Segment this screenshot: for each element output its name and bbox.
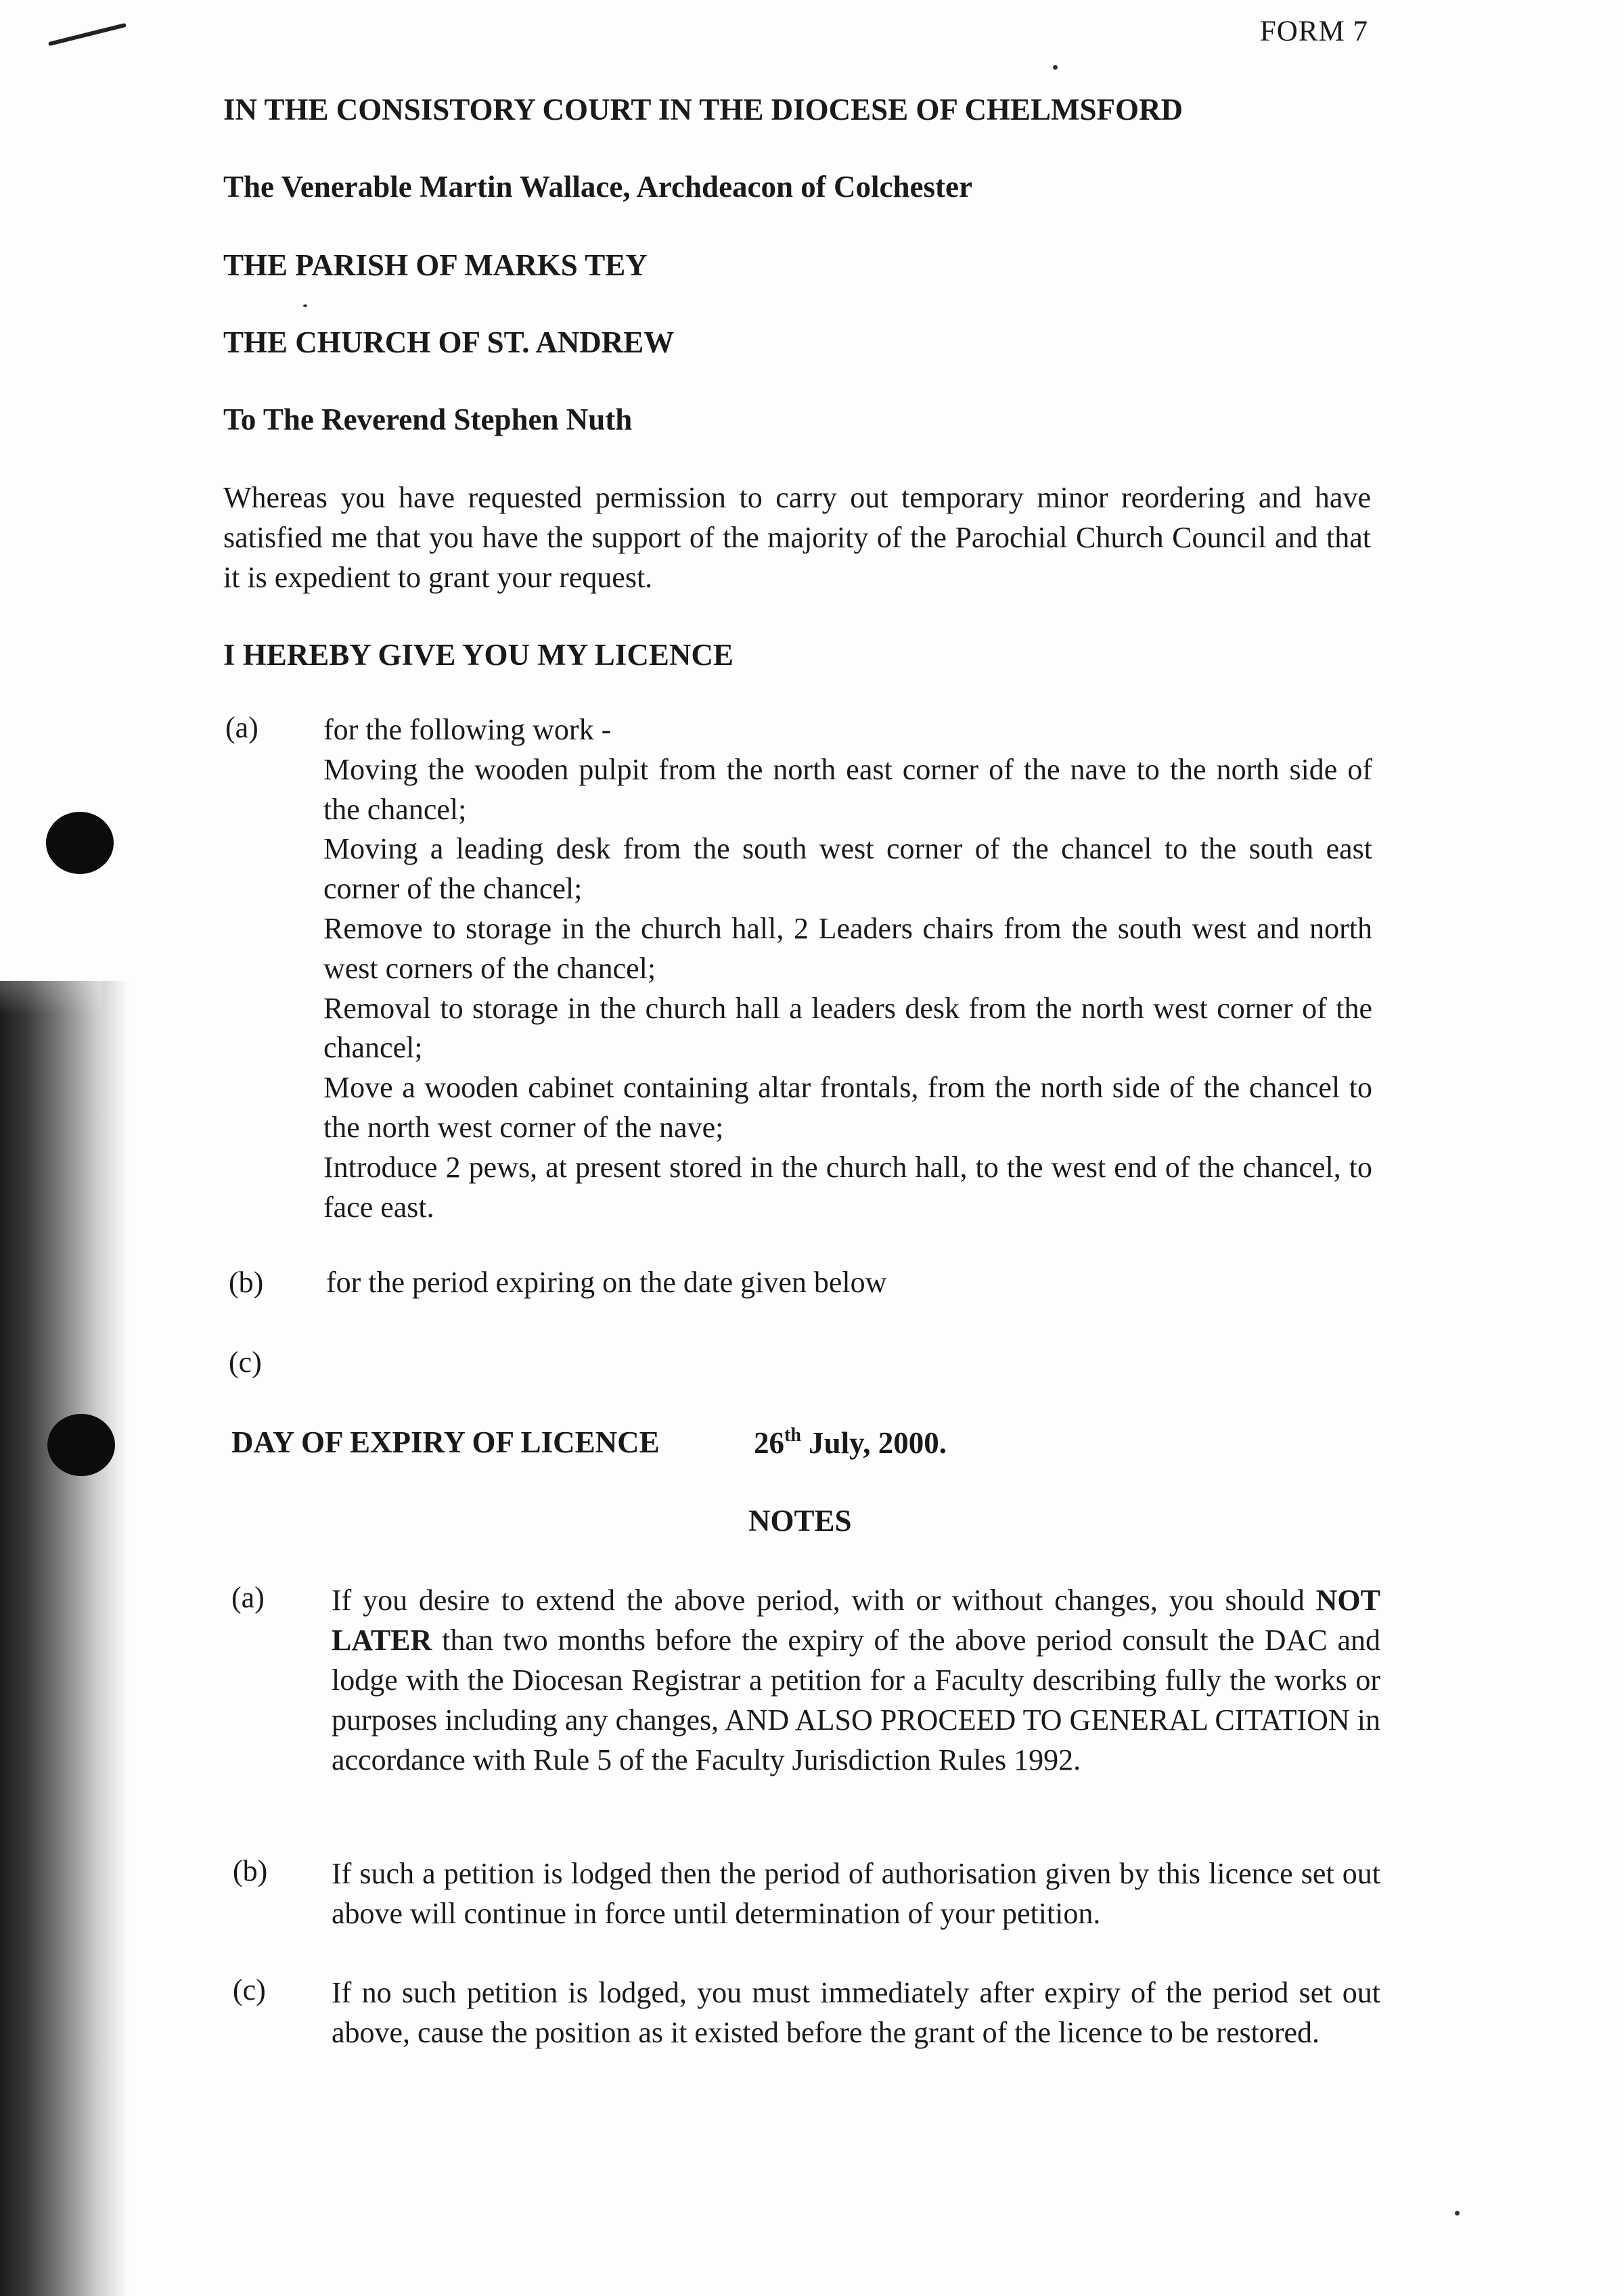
- addressee: To The Reverend Stephen Nuth: [223, 403, 633, 436]
- work-item: Moving the wooden pulpit from the north east corner of the nave to the north side of the chancel;: [323, 752, 1372, 826]
- note-a-emphasis: NOT LATER: [332, 1584, 1380, 1657]
- pen-mark: [48, 23, 127, 46]
- item-b-text: for the period expiring on the date given below: [326, 1266, 887, 1299]
- note-a-part: than two months before the expiry of the above period consult the DAC and lodge with the Diocesan Registrar a petition for a Faculty describing fully the works or purposes including any changes, AND ALSO PROCEED TO GENERAL CITATION in accordance with Rule 5 of the Faculty Jurisdiction Rules 1992.: [332, 1624, 1380, 1776]
- licence-heading: I HEREBY GIVE YOU MY LICENCE: [223, 638, 734, 672]
- note-b-text: If such a petition is lodged then the period of authorisation given by this licence set out above will continue in force until determination of your petition.: [332, 1857, 1380, 1930]
- scan-shadow-fade: [0, 879, 102, 1015]
- form-number: FORM 7: [1259, 16, 1368, 47]
- expiry-day: 26: [754, 1426, 784, 1460]
- work-item: Moving a leading desk from the south west corner of the chancel to the south east corner of the chancel;: [323, 832, 1372, 906]
- punch-hole: [47, 1414, 115, 1476]
- item-a-label: (a): [225, 711, 258, 744]
- speck: [1053, 65, 1058, 70]
- note-c-text: If no such petition is lodged, you must immediately after expiry of the period set out above, cause the position as it existed before the grant of the licence to be restored.: [332, 1976, 1380, 2049]
- speck: [303, 304, 307, 307]
- church-heading: THE CHURCH OF ST. ANDREW: [223, 325, 675, 359]
- expiry-suffix: th: [784, 1425, 801, 1446]
- note-c-label: (c): [233, 1973, 266, 2006]
- work-item: Move a wooden cabinet containing altar frontals, from the north side of the chancel to the north west corner of the nave;: [323, 1071, 1372, 1144]
- speck: [1455, 2211, 1460, 2215]
- work-list: [323, 710, 1372, 1227]
- note-a-label: (a): [231, 1581, 265, 1614]
- parish-heading: THE PARISH OF MARKS TEY: [223, 248, 648, 282]
- archdeacon-line: The Venerable Martin Wallace, Archdeacon of Colchester: [223, 170, 972, 204]
- work-intro: for the following work -: [323, 713, 612, 746]
- note-a-part: If you desire to extend the above period, with or without changes, you should: [332, 1584, 1316, 1617]
- scan-shadow: [0, 981, 129, 2296]
- work-item: Remove to storage in the church hall, 2 Leaders chairs from the south west and north west corners of the chancel;: [323, 911, 1372, 985]
- item-c-label: (c): [229, 1346, 262, 1379]
- note-a-text: [332, 1580, 1380, 1780]
- work-item: Introduce 2 pews, at present stored in the church hall, to the west end of the chancel, to face east.: [323, 1150, 1372, 1224]
- punch-hole: [46, 812, 114, 874]
- intro-paragraph: Whereas you have requested permission to carry out temporary minor reordering and have satisfied me that you have the support of the majority of the Parochial Church Council and that it is expedient to grant your request.: [223, 481, 1371, 594]
- expiry-rest: July, 2000.: [800, 1426, 947, 1460]
- expiry-label: DAY OF EXPIRY OF LICENCE: [231, 1425, 660, 1459]
- court-heading: IN THE CONSISTORY COURT IN THE DIOCESE OF CHELMSFORD: [223, 93, 1183, 127]
- item-b-label: (b): [229, 1266, 264, 1299]
- note-b-label: (b): [233, 1854, 268, 1887]
- expiry-date: [754, 1425, 947, 1461]
- work-item: Removal to storage in the church hall a leaders desk from the north west corner of the chancel;: [323, 991, 1372, 1065]
- notes-heading: NOTES: [748, 1504, 852, 1538]
